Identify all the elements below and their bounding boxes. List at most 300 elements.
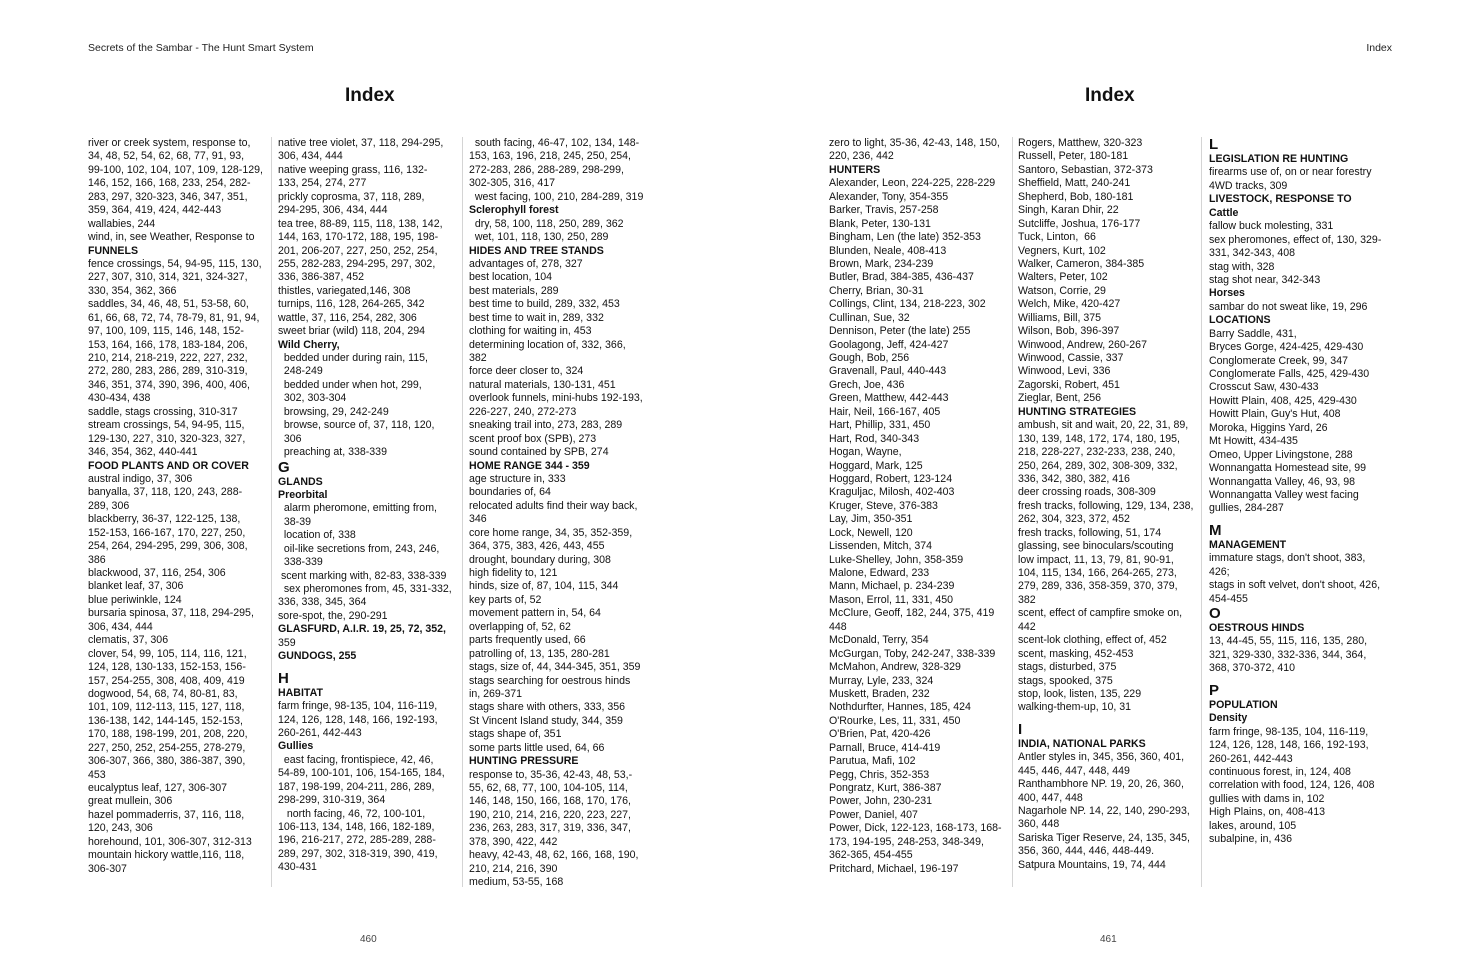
index-entry-line: 146, 152, 166, 168, 233, 254, 282- [88, 177, 251, 190]
index-entry-line: 61, 66, 68, 72, 74, 78-79, 81, 91, 94, [88, 311, 260, 324]
index-entry-line: High Plains, on, 408-413 [1209, 806, 1326, 819]
index-entry-line: Winwood, Cassie, 337 [1018, 352, 1124, 364]
index-entry-line: Lock, Newell, 120 [829, 526, 913, 539]
index-entry-line: 294-295, 306, 434, 444 [278, 204, 388, 217]
index-entry-line: best materials, 289 [469, 284, 559, 297]
index-entry-line: 306, 434, 444 [88, 620, 153, 633]
index-entry-line: browsing, 29, 242-249 [278, 405, 389, 418]
index-entry-line: 196, 216-217, 272, 285-289, 288- [278, 834, 436, 847]
index-entry-line: Pongratz, Kurt, 386-387 [829, 782, 942, 794]
index-entry-line: response to, 35-36, 42-43, 48, 53,- [469, 768, 633, 781]
index-entry-line: 210, 214, 216, 390 [469, 862, 558, 875]
index-entry-line: boundaries of, 64 [469, 486, 551, 499]
index-entry-line: 124, 126, 128, 148, 166, 192-193, [278, 713, 438, 726]
index-entry-line: Mann, Michael, p. 234-239 [829, 580, 955, 593]
index-heading: Sclerophyll forest [469, 204, 559, 217]
index-entry-line: Barker, Travis, 257-258 [829, 204, 939, 217]
index-entry-line: 453 [88, 768, 106, 781]
index-entry-line: Malone, Edward, 233 [829, 567, 930, 579]
index-entry-line: Alexander, Leon, 224-225, 228-229 [829, 177, 996, 190]
index-entry-line: Bingham, Len (the late) 352-353 [829, 231, 981, 244]
index-column-4 [829, 137, 1009, 876]
index-entry-line: 386 [88, 553, 106, 566]
index-entry-line: stop, look, listen, 135, 229 [1018, 687, 1142, 700]
index-entry-line: 13, 44-45, 55, 115, 116, 135, 280, [1209, 635, 1368, 648]
index-entry-line: 346 [469, 513, 487, 526]
index-entry-line: browse, source of, 37, 118, 120, [278, 419, 435, 432]
index-entry-line: 336, 338, 345, 364 [278, 596, 367, 609]
running-header-left: Secrets of the Sambar - The Hunt Smart System [88, 42, 314, 54]
index-entry-line: horehound, 101, 306-307, 312-313 [88, 835, 252, 848]
index-entry-line: Cherry, Brian, 30-31 [829, 284, 924, 297]
index-entry-line: dry, 58, 100, 118, 250, 289, 362 [469, 217, 624, 230]
index-entry-line: Mason, Errol, 11, 331, 450 [829, 593, 954, 606]
index-entry-line: Wonnangatta Homestead site, 99 [1209, 462, 1367, 475]
index-entry-line: 153, 164, 166, 178, 183-184, 206, [88, 338, 248, 351]
index-entry-line: firearms use of, on or near forestry [1209, 166, 1372, 179]
index-entry-line: Green, Matthew, 442-443 [829, 392, 949, 405]
index-entry-line: Mt Howitt, 434-435 [1209, 435, 1298, 448]
index-column-1 [88, 137, 268, 876]
index-entry-line: gullies, 284-287 [1209, 502, 1284, 515]
index-entry-line: 302-305, 316, 417 [469, 177, 556, 190]
index-entry-line: scent, effect of campfire smoke on, [1018, 607, 1183, 620]
index-entry-line: Hoggard, Mark, 125 [829, 459, 923, 472]
index-entry-line: Hart, Phillip, 331, 450 [829, 419, 931, 432]
index-entry-line: drought, boundary during, 308 [469, 553, 611, 566]
index-entry-line: correlation with food, 124, 126, 408 [1209, 779, 1375, 792]
index-entry-line: Antler styles in, 345, 356, 360, 401, [1018, 751, 1185, 764]
index-entry-line: lakes, around, 105 [1209, 819, 1297, 832]
index-letter-heading: P [1209, 682, 1220, 699]
index-entry-line: Walters, Peter, 102 [1018, 271, 1108, 284]
index-entry-line: river or creek system, response to, [88, 137, 251, 149]
index-entry-line: 359, 364, 419, 424, 442-443 [88, 204, 222, 217]
index-entry-line: Goolagong, Jeff, 424-427 [829, 338, 949, 351]
index-entry-line: Santoro, Sebastian, 372-373 [1018, 163, 1153, 176]
index-entry-line: Winwood, Andrew, 260-267 [1018, 338, 1147, 351]
index-entry-line: 262, 304, 323, 372, 452 [1018, 513, 1130, 526]
index-entry-line: movement pattern in, 54, 64 [469, 607, 601, 620]
spacer [278, 664, 460, 671]
index-letter-heading: I [1018, 721, 1023, 738]
index-entry-line: 153, 163, 196, 218, 245, 250, 254, [469, 150, 631, 163]
index-entry-line: Rogers, Matthew, 320-323 [1018, 137, 1143, 149]
index-entry-line: native weeping grass, 116, 132- [278, 163, 428, 176]
index-entry-line: Moroka, Higgins Yard, 26 [1209, 421, 1328, 434]
running-header-right: Index [1366, 42, 1392, 54]
index-heading: POPULATION [1209, 698, 1278, 711]
index-entry-line: stags searching for oestrous hinds [469, 674, 631, 687]
index-entry-line: Gough, Bob, 256 [829, 352, 910, 364]
index-entry-line: glassing, see binoculars/scouting [1018, 540, 1174, 553]
index-entry-line: 136-138, 142, 144-145, 152-153, [88, 714, 243, 727]
index-entry-line: Murray, Lyle, 233, 324 [829, 674, 934, 687]
index-entry-line: Collings, Clint, 134, 218-223, 302 [829, 298, 986, 311]
index-heading: FOOD PLANTS AND OR COVER [88, 459, 249, 472]
index-entry-line: wattle, 37, 116, 254, 282, 306 [278, 311, 417, 324]
index-entry-line: 254, 264, 294-295, 299, 306, 308, [88, 540, 248, 553]
index-entry-line: saddle, stags crossing, 310-317 [88, 405, 238, 418]
index-entry-line: fence crossings, 54, 94-95, 115, 130, [88, 257, 262, 270]
index-entry-line: 306 [278, 432, 302, 445]
index-entry-line: Satpura Mountains, 19, 74, 444 [1018, 858, 1166, 871]
index-entry-line: 250, 264, 289, 302, 308-309, 332, [1018, 459, 1178, 472]
index-entry-line: 454-455 [1209, 592, 1248, 605]
index-entry-line: Luke-Shelley, John, 358-359 [829, 553, 964, 566]
index-entry-line: north facing, 46, 72, 100-101, [278, 807, 426, 820]
index-entry-line: Nagarhole NP. 14, 22, 140, 290-293, [1018, 805, 1190, 817]
index-entry-line: Wonnangatta Valley west facing [1209, 488, 1359, 501]
index-heading: HUNTING PRESSURE [469, 755, 579, 768]
index-entry-line: Russell, Peter, 180-181 [1018, 150, 1129, 163]
index-letter-heading: M [1209, 522, 1222, 539]
index-entry-line: Howitt Plain, 408, 425, 429-430 [1209, 394, 1357, 407]
index-entry-line: low impact, 11, 13, 79, 81, 90-91, [1018, 553, 1174, 566]
index-entry-line: Parutua, Mafi, 102 [829, 755, 916, 768]
index-entry-line: patrolling of, 13, 135, 280-281 [469, 647, 610, 660]
index-entry-line: 362-365, 454-455 [829, 849, 913, 862]
index-heading: INDIA, NATIONAL PARKS [1018, 737, 1146, 750]
index-entry-line: 321, 329-330, 332-336, 344, 364, [1209, 648, 1367, 661]
index-entry-line: clematis, 37, 306 [88, 634, 169, 647]
index-entry-line: 101, 109, 112-113, 115, 127, 118, [88, 701, 245, 714]
spacer [1209, 676, 1389, 683]
index-entry-line: 356, 360, 444, 446, 448-449. [1018, 845, 1155, 858]
index-entry-line: core home range, 34, 35, 352-359, [469, 526, 633, 539]
page-title-left: Index [345, 85, 395, 106]
index-letter-heading: L [1209, 137, 1219, 153]
index-entry-line: fallow buck molesting, 331 [1209, 220, 1334, 233]
index-entry-line: natural materials, 130-131, 451 [469, 378, 616, 391]
index-entry-line: walking-them-up, 10, 31 [1018, 701, 1132, 714]
index-entry-line: McClure, Geoff, 182, 244, 375, 419 [829, 607, 995, 620]
index-entry-line: 400, 447, 448 [1018, 791, 1083, 804]
index-entry-line: 426; [1209, 565, 1230, 578]
index-entry-line: 378, 390, 422, 442 [469, 835, 558, 848]
spacer [1018, 715, 1198, 722]
index-entry-line: prickly coprosma, 37, 118, 289, [278, 190, 425, 203]
index-entry-line: 359 [278, 636, 296, 649]
index-entry-line: subalpine, in, 436 [1209, 833, 1293, 846]
index-entry-line: McGurgan, Toby, 242-247, 338-339 [829, 647, 996, 660]
index-entry-line: 226-227, 240, 272-273 [469, 405, 577, 418]
index-entry-line: 298-299, 310-319, 364 [278, 794, 386, 807]
index-entry-line: clover, 54, 99, 105, 114, 116, 121, [88, 647, 247, 660]
index-entry-line: 55, 62, 68, 77, 100, 104-105, 114, [469, 782, 628, 794]
index-entry-line: 236, 263, 283, 317, 319, 336, 347, [469, 822, 631, 835]
index-entry-line: sex pheromones, effect of, 130, 329- [1209, 233, 1382, 246]
index-entry-line: 382 [469, 352, 487, 364]
index-entry-line: 201, 206-207, 227, 250, 252, 254, [278, 244, 438, 257]
index-heading: HUNTING STRATEGIES [1018, 405, 1137, 418]
index-entry-line: Conglomerate Falls, 425, 429-430 [1209, 368, 1370, 380]
index-entry-line: 54-89, 100-101, 106, 154-165, 184, [278, 767, 445, 780]
index-entry-line: 382 [1018, 593, 1036, 606]
index-entry-line: wind, in, see Weather, Response to [88, 231, 255, 244]
index-entry-line: 104, 115, 134, 166, 264-265, 273, [1018, 567, 1177, 579]
index-entry-line: Vegners, Kurt, 102 [1018, 244, 1106, 257]
index-entry-line: O'Brien, Pat, 420-426 [829, 728, 931, 741]
index-entry-line: 289, 306 [88, 499, 130, 512]
index-entry-line: 130, 139, 148, 172, 174, 180, 195, [1018, 432, 1180, 445]
index-entry-line: 448 [829, 620, 847, 633]
index-entry-line: mountain hickory wattle,116, 118, [88, 849, 245, 862]
index-entry-line: stags, size of, 44, 344-345, 351, 359 [469, 661, 641, 674]
index-entry-line: sound contained by SPB, 274 [469, 446, 609, 459]
index-entry-line: scent, masking, 452-453 [1018, 647, 1134, 660]
index-entry-line: saddles, 34, 46, 48, 51, 53-58, 60, [88, 298, 249, 311]
index-entry-line: farm fringe, 98-135, 104, 116-119, [1209, 725, 1369, 738]
index-entry-line: sweet briar (wild) 118, 204, 294 [278, 325, 426, 338]
index-heading: GLASFURD, A.I.R. 19, 25, 72, 352, [278, 623, 446, 636]
index-entry-line: 170, 188, 198-199, 201, 208, 220, [88, 728, 248, 741]
index-heading: HOME RANGE 344 - 359 [469, 459, 590, 472]
index-entry-line: east facing, frontispiece, 42, 46, [278, 753, 434, 766]
index-entry-line: native tree violet, 37, 118, 294-295, [278, 137, 444, 149]
index-entry-line: Dennison, Peter (the late) 255 [829, 325, 971, 338]
column-divider [462, 137, 463, 887]
index-entry-line: ambush, sit and wait, 20, 22, 31, 89, [1018, 419, 1189, 432]
index-entry-line: Zieglar, Bent, 256 [1018, 392, 1102, 405]
index-entry-line: hazel pommaderris, 37, 116, 118, [88, 808, 245, 821]
index-column-3 [469, 137, 649, 890]
index-entry-line: Winwood, Levi, 336 [1018, 365, 1111, 378]
index-entry-line: scent marking with, 82-83, 338-339 [278, 569, 447, 582]
index-entry-line: 210, 214, 218-219, 222, 227, 232, [88, 352, 248, 364]
index-entry-line: Conglomerate Creek, 99, 347 [1209, 354, 1348, 367]
index-entry-line: 129-130, 227, 310, 320-323, 327, [88, 432, 246, 445]
index-entry-line: austral indigo, 37, 306 [88, 472, 193, 485]
index-entry-line: 279, 289, 336, 358-359, 370, 379, [1018, 580, 1178, 593]
index-entry-line: Barry Saddle, 431, [1209, 327, 1297, 340]
index-entry-line: wet, 101, 118, 130, 250, 289 [469, 231, 609, 244]
index-entry-line: Blank, Peter, 130-131 [829, 217, 931, 230]
index-entry-line: 306-307 [88, 862, 127, 875]
index-entry-line: 430-434, 438 [88, 392, 151, 405]
index-entry-line: Wonnangatta Valley, 46, 93, 98 [1209, 475, 1356, 488]
index-entry-line: Lay, Jim, 350-351 [829, 513, 913, 526]
index-entry-line: blackwood, 37, 116, 254, 306 [88, 567, 226, 579]
index-entry-line: key parts of, 52 [469, 593, 542, 606]
index-entry-line: Pritchard, Michael, 196-197 [829, 862, 959, 875]
index-entry-line: scent proof box (SPB), 273 [469, 432, 597, 445]
index-entry-line: Grech, Joe, 436 [829, 378, 905, 391]
index-entry-line: clothing for waiting in, 453 [469, 325, 592, 338]
index-entry-line: 255, 282-283, 294-295, 297, 302, [278, 257, 436, 270]
index-entry-line: sambar do not sweat like, 19, 296 [1209, 300, 1368, 313]
index-entry-line: 152-153, 166-167, 170, 227, 250, [88, 526, 246, 539]
index-entry-line: Butler, Brad, 384-385, 436-437 [829, 271, 974, 284]
index-entry-line: Cullinan, Sue, 32 [829, 311, 910, 324]
index-entry-line: 360, 448 [1018, 818, 1060, 831]
index-entry-line: relocated adults find their way back, [469, 499, 638, 512]
index-heading: GLANDS [278, 475, 323, 488]
index-entry-line: McMahon, Andrew, 328-329 [829, 661, 961, 674]
index-entry-line: Gravenall, Paul, 440-443 [829, 365, 947, 378]
index-entry-line: 368, 370-372, 410 [1209, 662, 1296, 675]
index-entry-line: Power, John, 230-231 [829, 795, 933, 808]
index-entry-line: 99-100, 102, 104, 107, 109, 128-129, [88, 163, 263, 176]
index-entry-line: Parnall, Bruce, 414-419 [829, 741, 941, 754]
index-entry-line: parts frequently used, 66 [469, 634, 586, 647]
index-entry-line: in, 269-371 [469, 687, 523, 700]
index-entry-line: Singh, Karan Dhir, 22 [1018, 204, 1119, 217]
index-entry-line: 289, 297, 302, 318-319, 390, 419, [278, 847, 438, 860]
index-entry-line: location of, 338 [278, 529, 356, 542]
index-entry-line: some parts little used, 64, 66 [469, 741, 605, 754]
index-entry-line: Power, Daniel, 407 [829, 808, 918, 821]
index-column-5 [1018, 137, 1198, 872]
index-entry-line: Welch, Mike, 420-427 [1018, 298, 1121, 311]
index-entry-line: 445, 446, 447, 448, 449 [1018, 764, 1130, 777]
index-entry-line: eucalyptus leaf, 127, 306-307 [88, 782, 227, 794]
index-entry-line: St Vincent Island study, 344, 359 [469, 714, 623, 727]
index-entry-line: hinds, size of, 87, 104, 115, 344 [469, 580, 619, 593]
index-entry-line: gullies with dams in, 102 [1209, 792, 1325, 805]
index-entry-line: sore-spot, the, 290-291 [278, 609, 388, 622]
index-entry-line: stags share with others, 333, 356 [469, 701, 626, 714]
index-entry-line: Omeo, Upper Livingstone, 288 [1209, 448, 1353, 461]
index-entry-line: Power, Dick, 122-123, 168-173, 168- [829, 822, 1002, 835]
index-entry-line: 34, 48, 52, 54, 62, 68, 77, 91, 93, [88, 150, 245, 163]
index-entry-line: 190, 210, 214, 216, 220, 223, 227, [469, 808, 631, 821]
index-entry-line: 338-339 [278, 556, 323, 569]
index-entry-line: bedded under when hot, 299, [278, 378, 422, 391]
index-entry-line: Hogan, Wayne, [829, 446, 902, 459]
index-entry-line: stags shape of, 351 [469, 728, 562, 741]
index-entry-line: 364, 375, 383, 426, 443, 455 [469, 540, 605, 553]
index-entry-line: Blunden, Neale, 408-413 [829, 244, 947, 257]
index-entry-line: fresh tracks, following, 51, 174 [1018, 526, 1162, 539]
column-divider [1201, 137, 1202, 887]
index-entry-line: deer crossing roads, 308-309 [1018, 486, 1156, 499]
index-entry-line: Sheffield, Matt, 240-241 [1018, 177, 1131, 190]
index-entry-line: determining location of, 332, 366, [469, 338, 626, 351]
index-entry-line: 283, 297, 320-323, 346, 347, 351, [88, 190, 248, 203]
index-entry-line: Walker, Cameron, 384-385 [1018, 257, 1145, 270]
index-entry-line: alarm pheromone, emitting from, [278, 502, 437, 515]
index-entry-line: preaching at, 338-339 [278, 446, 387, 459]
index-entry-line: 227, 250, 252, 254-255, 278-279, [88, 741, 246, 754]
index-entry-line: west facing, 100, 210, 284-289, 319 [469, 190, 644, 203]
index-entry-line: oil-like secretions from, 243, 246, [278, 542, 440, 555]
page-number-left: 460 [360, 934, 377, 945]
index-heading: OESTROUS HINDS [1209, 622, 1305, 634]
index-entry-line: Ranthambhore NP. 19, 20, 26, 360, [1018, 778, 1184, 791]
index-entry-line: 133, 254, 274, 277 [278, 177, 367, 190]
index-entry-line: stags, spooked, 375 [1018, 674, 1113, 687]
index-entry-line: 146, 148, 150, 166, 168, 170, 176, [469, 795, 631, 808]
index-entry-line: Shepherd, Bob, 180-181 [1018, 190, 1134, 203]
index-entry-line: dogwood, 54, 68, 74, 80-81, 83, [88, 687, 238, 700]
index-entry-line: continuous forest, in, 124, 408 [1209, 765, 1351, 778]
index-entry-line: Lissenden, Mitch, 374 [829, 540, 933, 553]
index-entry-line: blackberry, 36-37, 122-125, 138, [88, 513, 241, 526]
index-letter-heading: O [1209, 606, 1221, 622]
index-heading: HIDES AND TREE STANDS [469, 244, 604, 257]
index-entry-line: thistles, variegated,146, 308 [278, 284, 411, 297]
index-column-6 [1209, 137, 1389, 847]
index-entry-line: Nothdurfter, Hannes, 185, 424 [829, 701, 971, 714]
index-entry-line: Watson, Corrie, 29 [1018, 284, 1106, 297]
index-heading: Gullies [278, 740, 314, 753]
index-heading: HUNTERS [829, 163, 881, 176]
index-entry-line: wallabies, 244 [88, 217, 156, 230]
index-entry-line: 272-283, 286, 288-289, 298-299, [469, 163, 624, 176]
index-entry-line: bursaria spinosa, 37, 118, 294-295, [88, 607, 254, 620]
index-entry-line: medium, 53-55, 168 [469, 876, 564, 889]
index-entry-line: stag with, 328 [1209, 260, 1275, 273]
page-number-right: 461 [1100, 934, 1117, 945]
index-entry-line: 173, 194-195, 248-253, 348-349, [829, 835, 984, 848]
index-entry-line: south facing, 46-47, 102, 134, 148- [469, 137, 640, 149]
index-entry-line: scent-lok clothing, effect of, 452 [1018, 634, 1167, 647]
index-entry-line: age structure in, 333 [469, 472, 566, 485]
index-entry-line: farm fringe, 98-135, 104, 116-119, [278, 700, 438, 713]
index-entry-line: bedded under during rain, 115, [278, 352, 428, 364]
index-entry-line: 442 [1018, 620, 1036, 633]
index-entry-line: blue periwinkle, 124 [88, 593, 182, 606]
spacer [1209, 516, 1389, 523]
index-entry-line: Howitt Plain, Guy's Hut, 408 [1209, 408, 1341, 421]
index-heading: MANAGEMENT [1209, 538, 1287, 551]
index-entry-line: high fidelity to, 121 [469, 567, 558, 579]
index-entry-line: zero to light, 35-36, 42-43, 148, 150, [829, 137, 1000, 149]
index-entry-line: Kruger, Steve, 376-383 [829, 499, 938, 512]
index-letter-heading: G [278, 459, 290, 476]
index-entry-line: Sariska Tiger Reserve, 24, 135, 345, [1018, 831, 1190, 844]
index-heading: LOCATIONS [1209, 314, 1271, 327]
index-entry-line: 120, 243, 306 [88, 822, 153, 835]
index-heading: Density [1209, 712, 1248, 725]
index-entry-line: 346, 351, 374, 390, 396, 400, 406, [88, 378, 250, 391]
index-entry-line: heavy, 42-43, 48, 62, 166, 168, 190, [469, 849, 639, 862]
index-entry-line: 38-39 [278, 515, 311, 528]
index-entry-line: sex pheromones from, 45, 331-332, [278, 583, 452, 595]
index-entry-line: 346, 354, 362, 440-441 [88, 446, 198, 459]
index-heading: GUNDOGS, 255 [278, 650, 357, 663]
index-entry-line: 248-249 [278, 365, 323, 378]
index-entry-line: overlook funnels, mini-hubs 192-193, [469, 392, 643, 405]
index-entry-line: best location, 104 [469, 271, 553, 284]
index-entry-line: best time to build, 289, 332, 453 [469, 298, 620, 311]
index-column-2 [278, 137, 460, 875]
index-entry-line: stream crossings, 54, 94-95, 115, [88, 419, 245, 432]
index-entry-line: banyalla, 37, 118, 120, 243, 288- [88, 486, 243, 499]
page-title-right: Index [1085, 85, 1135, 106]
index-entry-line: 331, 342-343, 408 [1209, 247, 1296, 260]
index-entry-line: 260-261, 442-443 [1209, 752, 1293, 765]
index-entry-line: Williams, Bill, 375 [1018, 311, 1102, 324]
index-entry-line: 272, 280, 283, 286, 289, 310-319, [88, 365, 248, 378]
index-entry-line: 336, 342, 380, 382, 416 [1018, 472, 1130, 485]
index-entry-line: 330, 354, 362, 366 [88, 284, 177, 297]
index-entry-line: 302, 303-304 [278, 392, 347, 405]
index-entry-line: 306-307, 366, 380, 386-387, 390, [88, 755, 246, 768]
index-entry-line: Bryces Gorge, 424-425, 429-430 [1209, 341, 1364, 354]
index-entry-line: 336, 386-387, 452 [278, 271, 365, 284]
index-entry-line: advantages of, 278, 327 [469, 257, 583, 270]
index-entry-line: 106-113, 134, 148, 166, 182-189, [278, 821, 435, 833]
index-letter-heading: H [278, 670, 289, 687]
index-entry-line: Pegg, Chris, 352-353 [829, 768, 930, 781]
index-entry-line: best time to wait in, 289, 332 [469, 311, 604, 324]
index-entry-line: 430-431 [278, 861, 317, 874]
index-heading: Horses [1209, 287, 1245, 300]
column-divider [1012, 137, 1013, 887]
index-entry-line: 157, 254-255, 308, 408, 409, 419 [88, 674, 245, 687]
